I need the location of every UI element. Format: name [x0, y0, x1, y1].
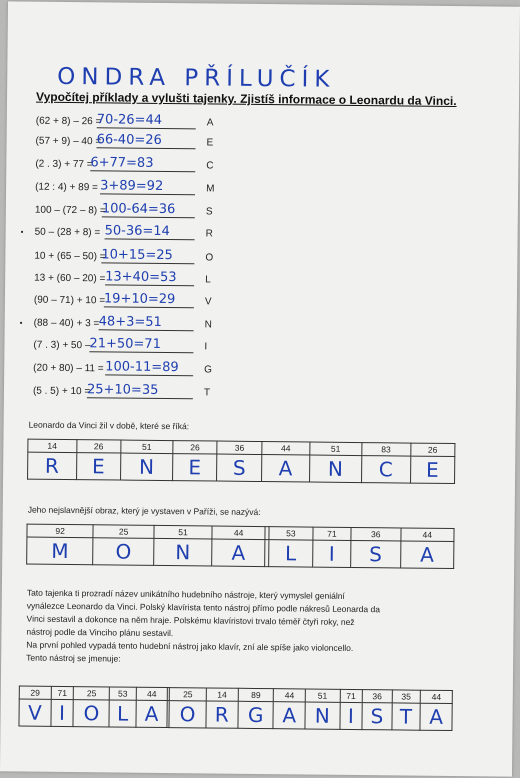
- exercise-letter: O: [205, 252, 214, 264]
- grid-number-cell: 71: [340, 689, 363, 702]
- exercise-row: [20, 223, 225, 244]
- exercise-letter: R: [205, 228, 213, 240]
- grid-letter-cell: O: [73, 700, 109, 727]
- page-title: Vypočítej příklady a vylušti tajenky. Zjistíš informace o Leonardu da Vinci.: [35, 89, 457, 109]
- grid-letter-cell: V: [19, 699, 51, 726]
- student-name: ONDRA PŘÍLUČÍK: [57, 63, 336, 93]
- grid-letter-cell: O: [93, 538, 154, 566]
- exercise-row: [19, 314, 224, 335]
- grid-letter-cell: I: [51, 699, 74, 726]
- grid-number-cell: 51: [305, 689, 340, 702]
- exercise-row: [34, 292, 224, 312]
- handwritten-answer: 50-36=14: [105, 223, 195, 240]
- grid-number-cell: 71: [313, 527, 351, 540]
- handwritten-answer: 48+3=51: [99, 314, 194, 331]
- exercise-expression: (7 . 3) + 50 –: [33, 339, 91, 352]
- grid-number-cell: 44: [262, 442, 310, 456]
- grid-number-cell: 14: [206, 688, 238, 701]
- grid-number-cell: 44: [420, 690, 452, 703]
- grid-number-cell: 36: [217, 441, 262, 454]
- grid-letter-cell: N: [120, 453, 172, 481]
- paragraph: [26, 587, 467, 670]
- grid-letter-cell: C: [361, 456, 410, 484]
- grid-letter-cell: I: [339, 702, 362, 729]
- grid-letter-cell: R: [28, 452, 77, 480]
- grid-letter-cell: E: [76, 453, 121, 480]
- grid-number-cell: 44: [401, 528, 454, 542]
- grid-number-cell: 53: [269, 527, 313, 540]
- paragraph-line: Tento nástroj se jmenuje:: [26, 652, 121, 664]
- exercise-row: [33, 337, 223, 357]
- grid-letter-cell: S: [217, 454, 262, 481]
- grid-letter-cell: E: [172, 454, 217, 481]
- exercise-expression: 50 – (28 + 8) =: [34, 226, 101, 239]
- exercise-row: [34, 270, 224, 290]
- grid-number-cell: 53: [110, 687, 136, 700]
- exercise-expression: (2 . 3) + 77 =: [35, 158, 93, 171]
- handwritten-answer: 100-11=89: [105, 359, 193, 376]
- exercise-row: [36, 113, 226, 133]
- grid-number-cell: 36: [351, 527, 401, 541]
- grid-number-cell: 44: [274, 689, 306, 702]
- handwritten-answer: 66-40=26: [97, 132, 196, 149]
- exercise-expression: (88 – 40) + 3 =: [33, 317, 100, 330]
- handwritten-answer: 10+15=25: [101, 247, 194, 264]
- grid-letter-cell: N: [154, 538, 212, 566]
- grid-number-cell: 25: [170, 688, 206, 701]
- exercise-row: [33, 360, 223, 380]
- exercise-expression: (62 + 8) – 26 =: [35, 115, 102, 128]
- exercise-letter: L: [205, 274, 211, 286]
- exercise-letter: G: [204, 364, 213, 376]
- paragraph-line: Vinci sestavil a dokonce na něm hraje. Polskému klavíristovi trvalo téměř čtyři roky, než: [26, 613, 355, 628]
- exercise-letter: C: [206, 160, 214, 172]
- exercise-letter: N: [204, 319, 212, 331]
- grid-letter-cell: A: [420, 703, 452, 730]
- grid-number-cell: 89: [238, 688, 274, 701]
- grid-number-cell: 92: [27, 524, 93, 538]
- handwritten-answer: 13+40=53: [105, 269, 194, 286]
- exercise-row: [33, 383, 223, 403]
- exercise-expression: (5 . 5) + 10 =: [32, 385, 91, 398]
- grid-number-cell: 44: [212, 526, 265, 540]
- exercise-expression: (57 + 9) – 40 =: [35, 135, 102, 148]
- exercise-row: [35, 202, 225, 222]
- exercise-expression: (90 – 71) + 10 =: [33, 294, 106, 307]
- exercise-letter: A: [206, 117, 214, 129]
- grid-letter-cell: I: [313, 540, 351, 567]
- exercise-letter: T: [203, 387, 211, 399]
- handwritten-answer: 100-64=36: [102, 201, 195, 218]
- grid-letter-cell: M: [27, 537, 94, 565]
- worksheet: [0, 1, 520, 776]
- paragraph-line: Tato tajenka ti prozradí název unikátního hudebního nástroje, který vymyslel geniální: [26, 587, 345, 601]
- handwritten-answer: 19+10=29: [104, 291, 194, 308]
- question-1: Leonardo da Vinci žil v době, které se říká:: [28, 419, 190, 432]
- grid-letter-cell: S: [351, 540, 401, 568]
- grid-number-cell: 51: [154, 525, 212, 539]
- grid-letter-cell: R: [206, 701, 238, 728]
- answer-grid-renesance: [27, 439, 455, 484]
- grid-letter-cell: L: [109, 700, 136, 727]
- exercise-expression: 13 + (60 – 20) =: [34, 272, 106, 285]
- exercise-row: [35, 156, 225, 176]
- grid-number-cell: 25: [93, 525, 154, 539]
- grid-letter-cell: E: [410, 456, 455, 483]
- paragraph-line: nástroj podle da Vinciho plánu sestavil.: [26, 626, 174, 639]
- grid-number-cell: 26: [173, 441, 218, 454]
- grid-letter-cell: T: [392, 703, 421, 730]
- grid-number-cell: 83: [362, 443, 411, 457]
- exercise-row: [35, 133, 225, 153]
- grid-number-cell: 36: [362, 690, 392, 703]
- grid-letter-cell: A: [261, 455, 309, 482]
- grid-number-cell: 71: [51, 686, 74, 699]
- exercise-expression: (20 + 80) – 11 =: [33, 362, 104, 375]
- bullet-mark: •: [19, 318, 23, 328]
- exercise-letter: S: [205, 206, 213, 218]
- grid-letter-cell: O: [169, 701, 205, 728]
- exercise-letter: E: [206, 137, 214, 149]
- grid-number-cell: 26: [410, 443, 455, 456]
- grid-letter-cell: A: [273, 702, 305, 729]
- grid-number-cell: 51: [121, 440, 173, 454]
- grid-number-cell: 26: [76, 440, 121, 453]
- grid-letter-cell: A: [212, 539, 266, 567]
- exercise-letter: V: [204, 296, 212, 308]
- exercise-letter: M: [206, 183, 215, 195]
- bullet-mark: •: [20, 227, 24, 237]
- grid-letter-cell: N: [305, 702, 340, 729]
- answer-grid-mona-lisa: [26, 524, 454, 569]
- handwritten-answer: 21+50=71: [89, 336, 193, 353]
- grid-letter-cell: L: [269, 540, 313, 567]
- grid-number-cell: 25: [74, 687, 110, 700]
- handwritten-answer: 25+10=35: [87, 382, 193, 399]
- handwritten-answer: 3+89=92: [100, 178, 195, 195]
- question-2: Jeho nejslavnější obraz, který je vystaven v Paříži, se nazývá:: [27, 504, 261, 518]
- grid-letter-cell: S: [362, 703, 392, 730]
- handwritten-answer: 6+77=83: [90, 155, 195, 172]
- grid-number-cell: 29: [19, 686, 51, 699]
- exercise-expression: (12 : 4) + 89 =: [35, 181, 98, 194]
- exercise-letter: I: [204, 341, 208, 353]
- grid-number-cell: 44: [136, 687, 168, 700]
- answer-grid-viola-organista: [18, 685, 452, 731]
- exercise-expression: 100 – (72 – 8) =: [34, 204, 106, 217]
- grid-letter-cell: A: [400, 541, 454, 569]
- exercise-row: [35, 179, 225, 199]
- grid-number-cell: 35: [392, 690, 421, 703]
- grid-number-cell: 51: [310, 442, 362, 456]
- paragraph-line: Na první pohled vypadá tento hudební nástroj jako klavír, zní ale spíše jako violoncello.: [26, 639, 354, 653]
- grid-letter-cell: G: [238, 701, 274, 728]
- exercise-expression: 10 + (65 – 50) =: [34, 250, 106, 263]
- paragraph-line: vynálezce Leonardo da Vinci. Polský klavírista tento nástroj přímo podle nákresů Leonarda da: [26, 600, 381, 615]
- grid-letter-cell: N: [309, 455, 361, 483]
- handwritten-answer: 70-26=44: [97, 112, 196, 129]
- grid-letter-cell: A: [136, 700, 168, 727]
- grid-number-cell: 14: [28, 439, 77, 453]
- exercise-row: [34, 248, 224, 268]
